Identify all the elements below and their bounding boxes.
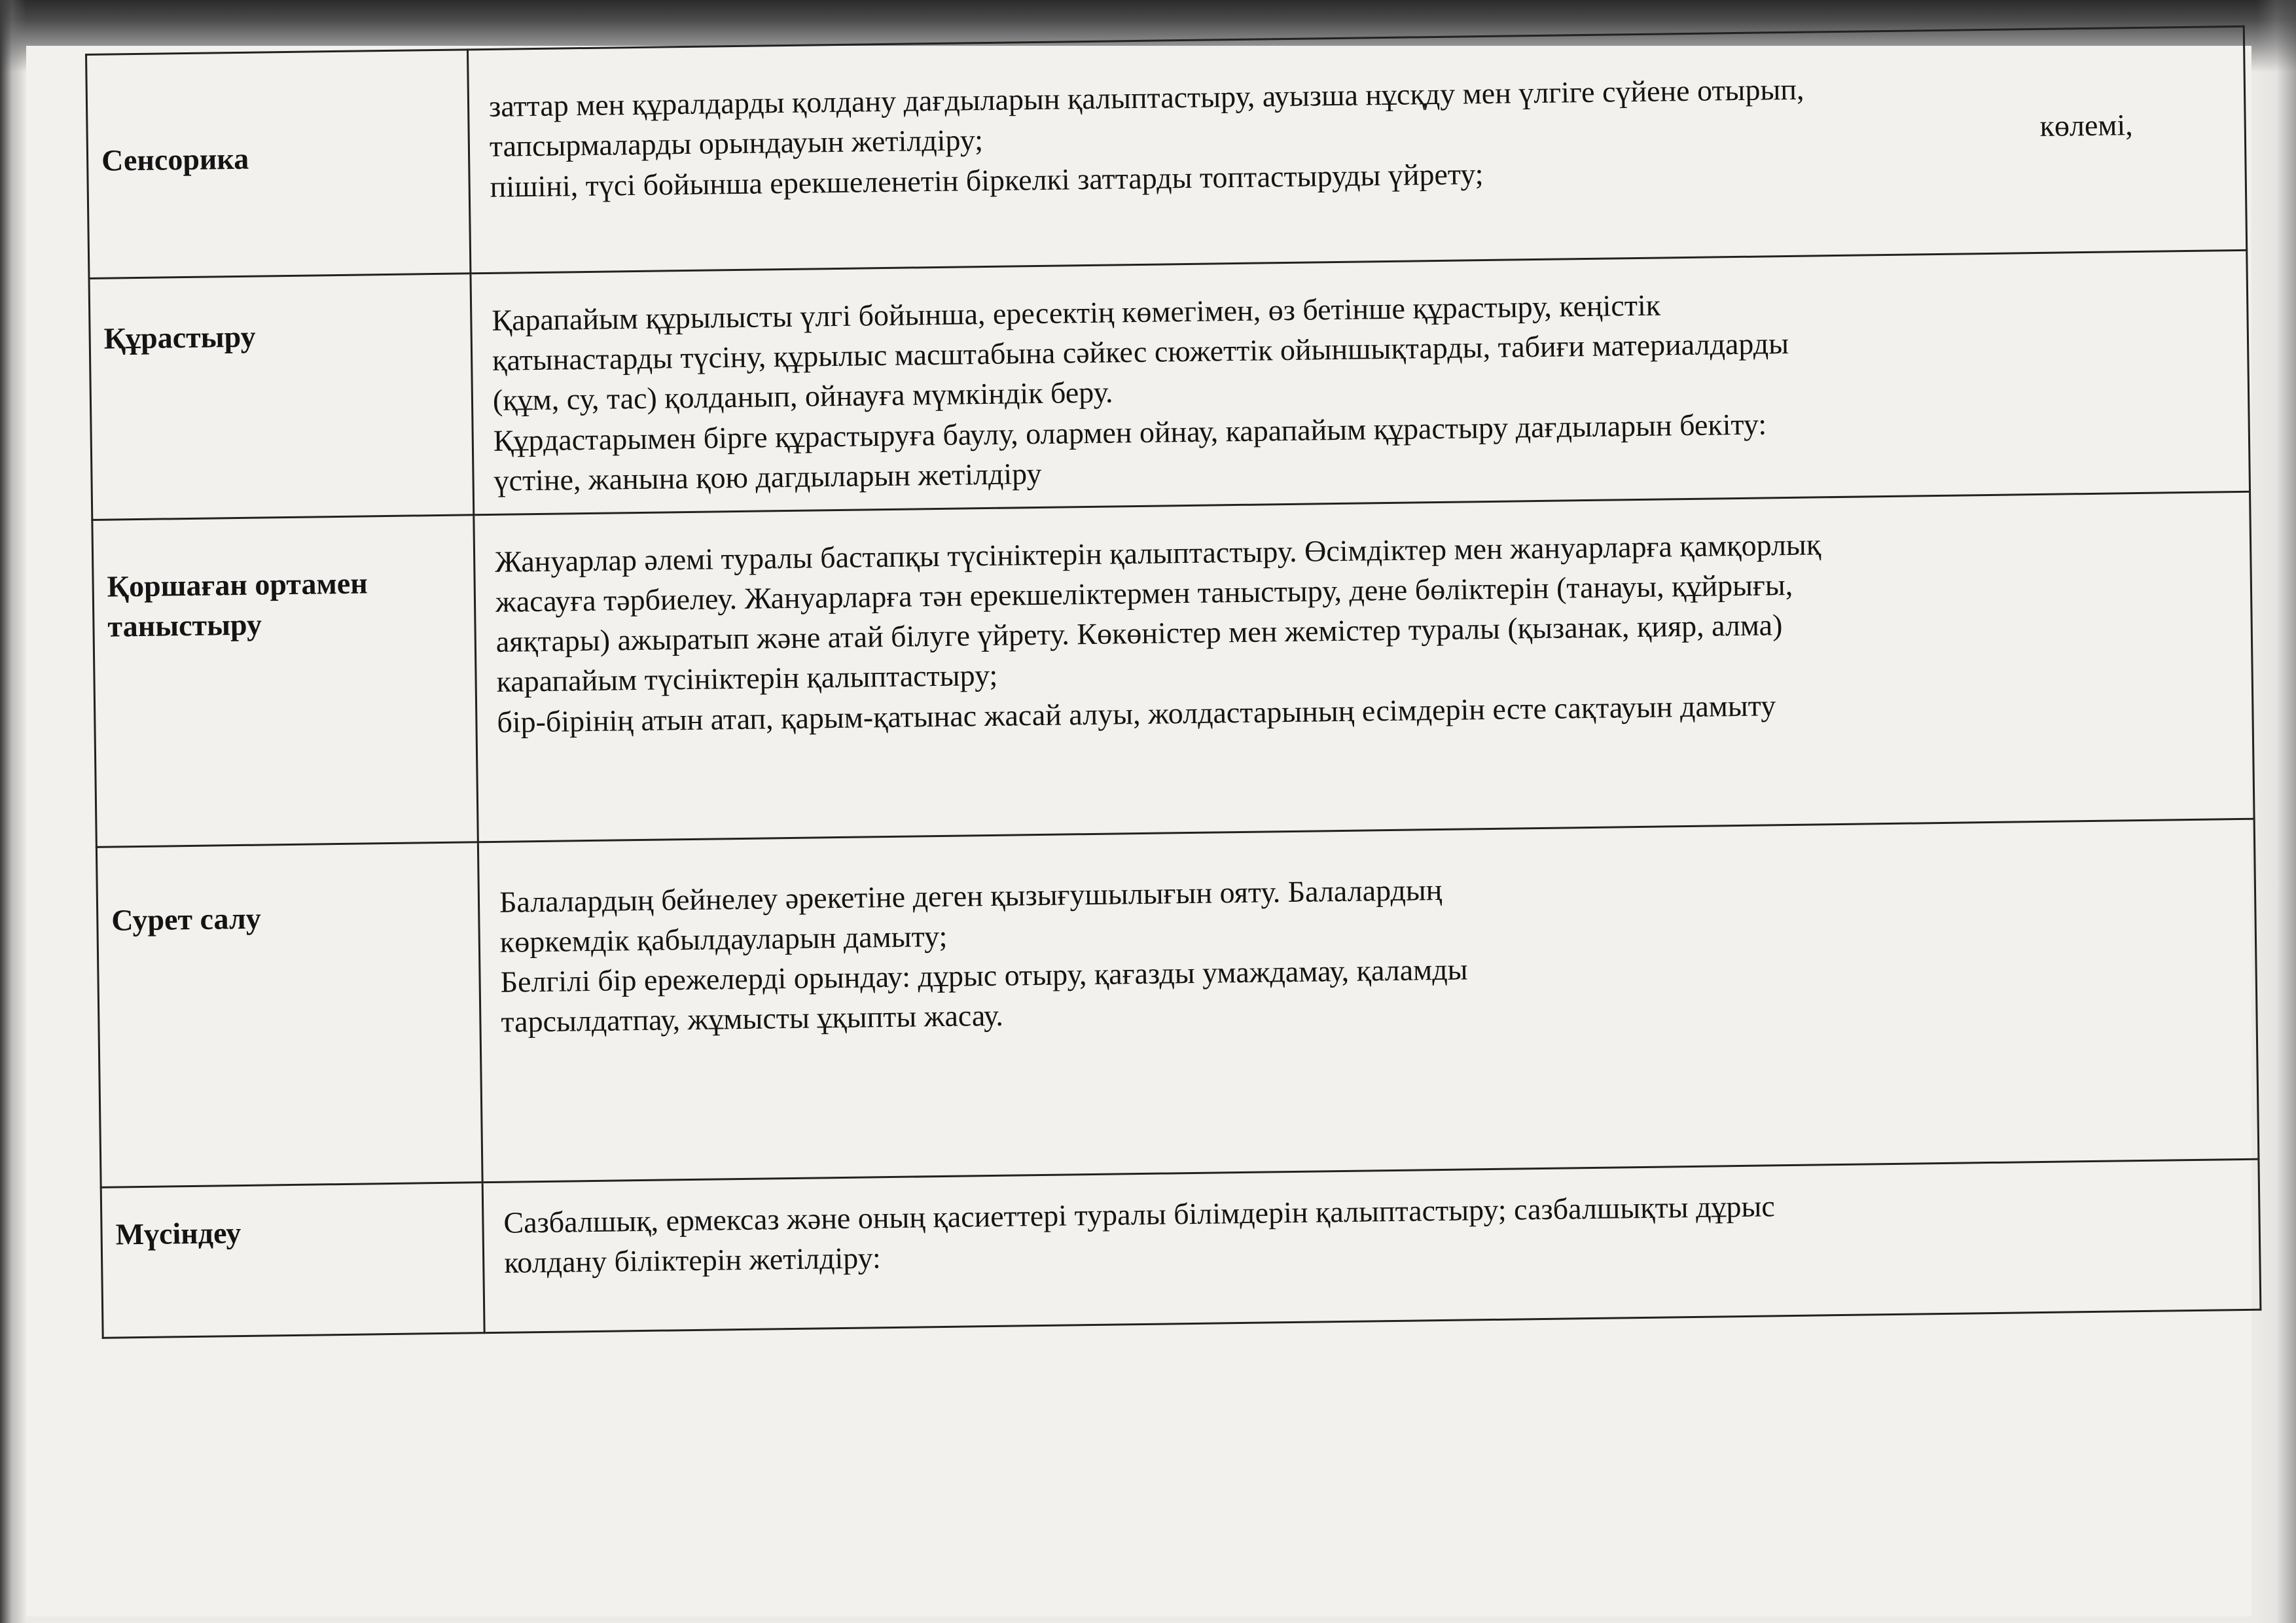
subject-label: Құрастыру: [89, 274, 474, 520]
description-line: аяқтары) ажыратып және атай білуге үйрету. Көкөністер мен жемістер туралы (қызанак, қияр, алма): [495, 608, 1783, 659]
subject-description: [467, 26, 2246, 273]
description-line: Құрдастарымен бірге құрастыруға баулу, олармен ойнау, карапайым құрастыру дағдыларын бекіту:: [493, 406, 1767, 457]
description-line: жасауға тәрбиелеу. Жануарларға тән ерекшеліктермен таныстыру, дене бөліктерін (танауы, құйрығы,: [495, 567, 1793, 618]
description-line: карапайым түсініктерін қалыптастыру;: [496, 658, 998, 699]
description-line: қатынастарды түсіну, құрылыс масштабына сәйкес сюжеттік ойыншықтарды, табиғи материалдарды: [492, 327, 1789, 378]
subject-label: Сенсорика: [86, 50, 471, 279]
description-line: үстіне, жанына қою дагдыларын жетілдіру: [493, 456, 1042, 497]
description-line: заттар мен құралдарды қолдану дағдыларын қалыптастыру, ауызша нұсқду мен үлгіге сүйене отырып,: [488, 72, 1804, 123]
description-line: көркемдік қабылдауларын дамыту;: [499, 919, 948, 959]
subject-label: Қоршаған ортамен таныстыру: [92, 515, 478, 847]
curriculum-table-wrapper: [85, 26, 2261, 1339]
description-line: (құм, су, тас) қолданып, ойнауға мүмкіндік беру.: [492, 375, 1113, 418]
subject-label: Сурет салу: [96, 842, 482, 1188]
subject-description: [478, 819, 2259, 1182]
scan-shadow-left: [0, 0, 26, 1623]
description-line: тарсылдатпау, жұмысты ұқыпты жасау.: [501, 999, 1004, 1039]
description-line: Қарапайым құрылысты үлгі бойынша, ересектің көмегімен, өз бетінше құрастыру, кеңістік: [492, 288, 1661, 337]
description-line: бір-бірінің атын атап, қарым-қатынас жасай алуы, жолдастарының есімдерін есте сақтауын дамыту: [497, 688, 1776, 739]
description-line: колдану біліктерін жетілдіру:: [503, 1241, 882, 1279]
subject-description: [471, 250, 2250, 514]
description-line: Балалардың бейнелеу әрекетіне деген қызығушылығын ояту. Балалардың: [499, 872, 1443, 919]
table-row: [86, 26, 2247, 278]
description-line: Белгілі бір ережелерді орындау: дұрыс отыру, қағазды умаждамау, қаламды: [500, 952, 1468, 999]
description-line: тапсырмаларды орындауын жетілдіру;: [489, 123, 984, 164]
table-row: [92, 491, 2254, 847]
table-row: [101, 1159, 2261, 1338]
description-line: Сазбалшық, ермексаз және оның қасиеттері туралы білімдерін қалыптастыру; сазбалшықты дұрыс: [503, 1189, 1776, 1240]
subject-label: Мүсіндеу: [101, 1183, 484, 1338]
table-row: [89, 250, 2250, 520]
description-fragment: көлемі,: [2039, 108, 2134, 143]
description-line: пішіні, түсі бойынша ерекшеленетін біркелкі заттарды топтастыруды үйрету;: [490, 156, 1484, 204]
description-line: Жануарлар әлемі туралы бастапқы түсініктерін қалыптастыру. Өсімдіктер мен жануарларға қамқорлық: [494, 527, 1821, 579]
curriculum-table: [85, 26, 2261, 1339]
subject-description: [482, 1159, 2261, 1333]
table-row: [96, 819, 2259, 1187]
scan-shadow-right: [2257, 0, 2296, 1623]
subject-description: [474, 491, 2254, 842]
